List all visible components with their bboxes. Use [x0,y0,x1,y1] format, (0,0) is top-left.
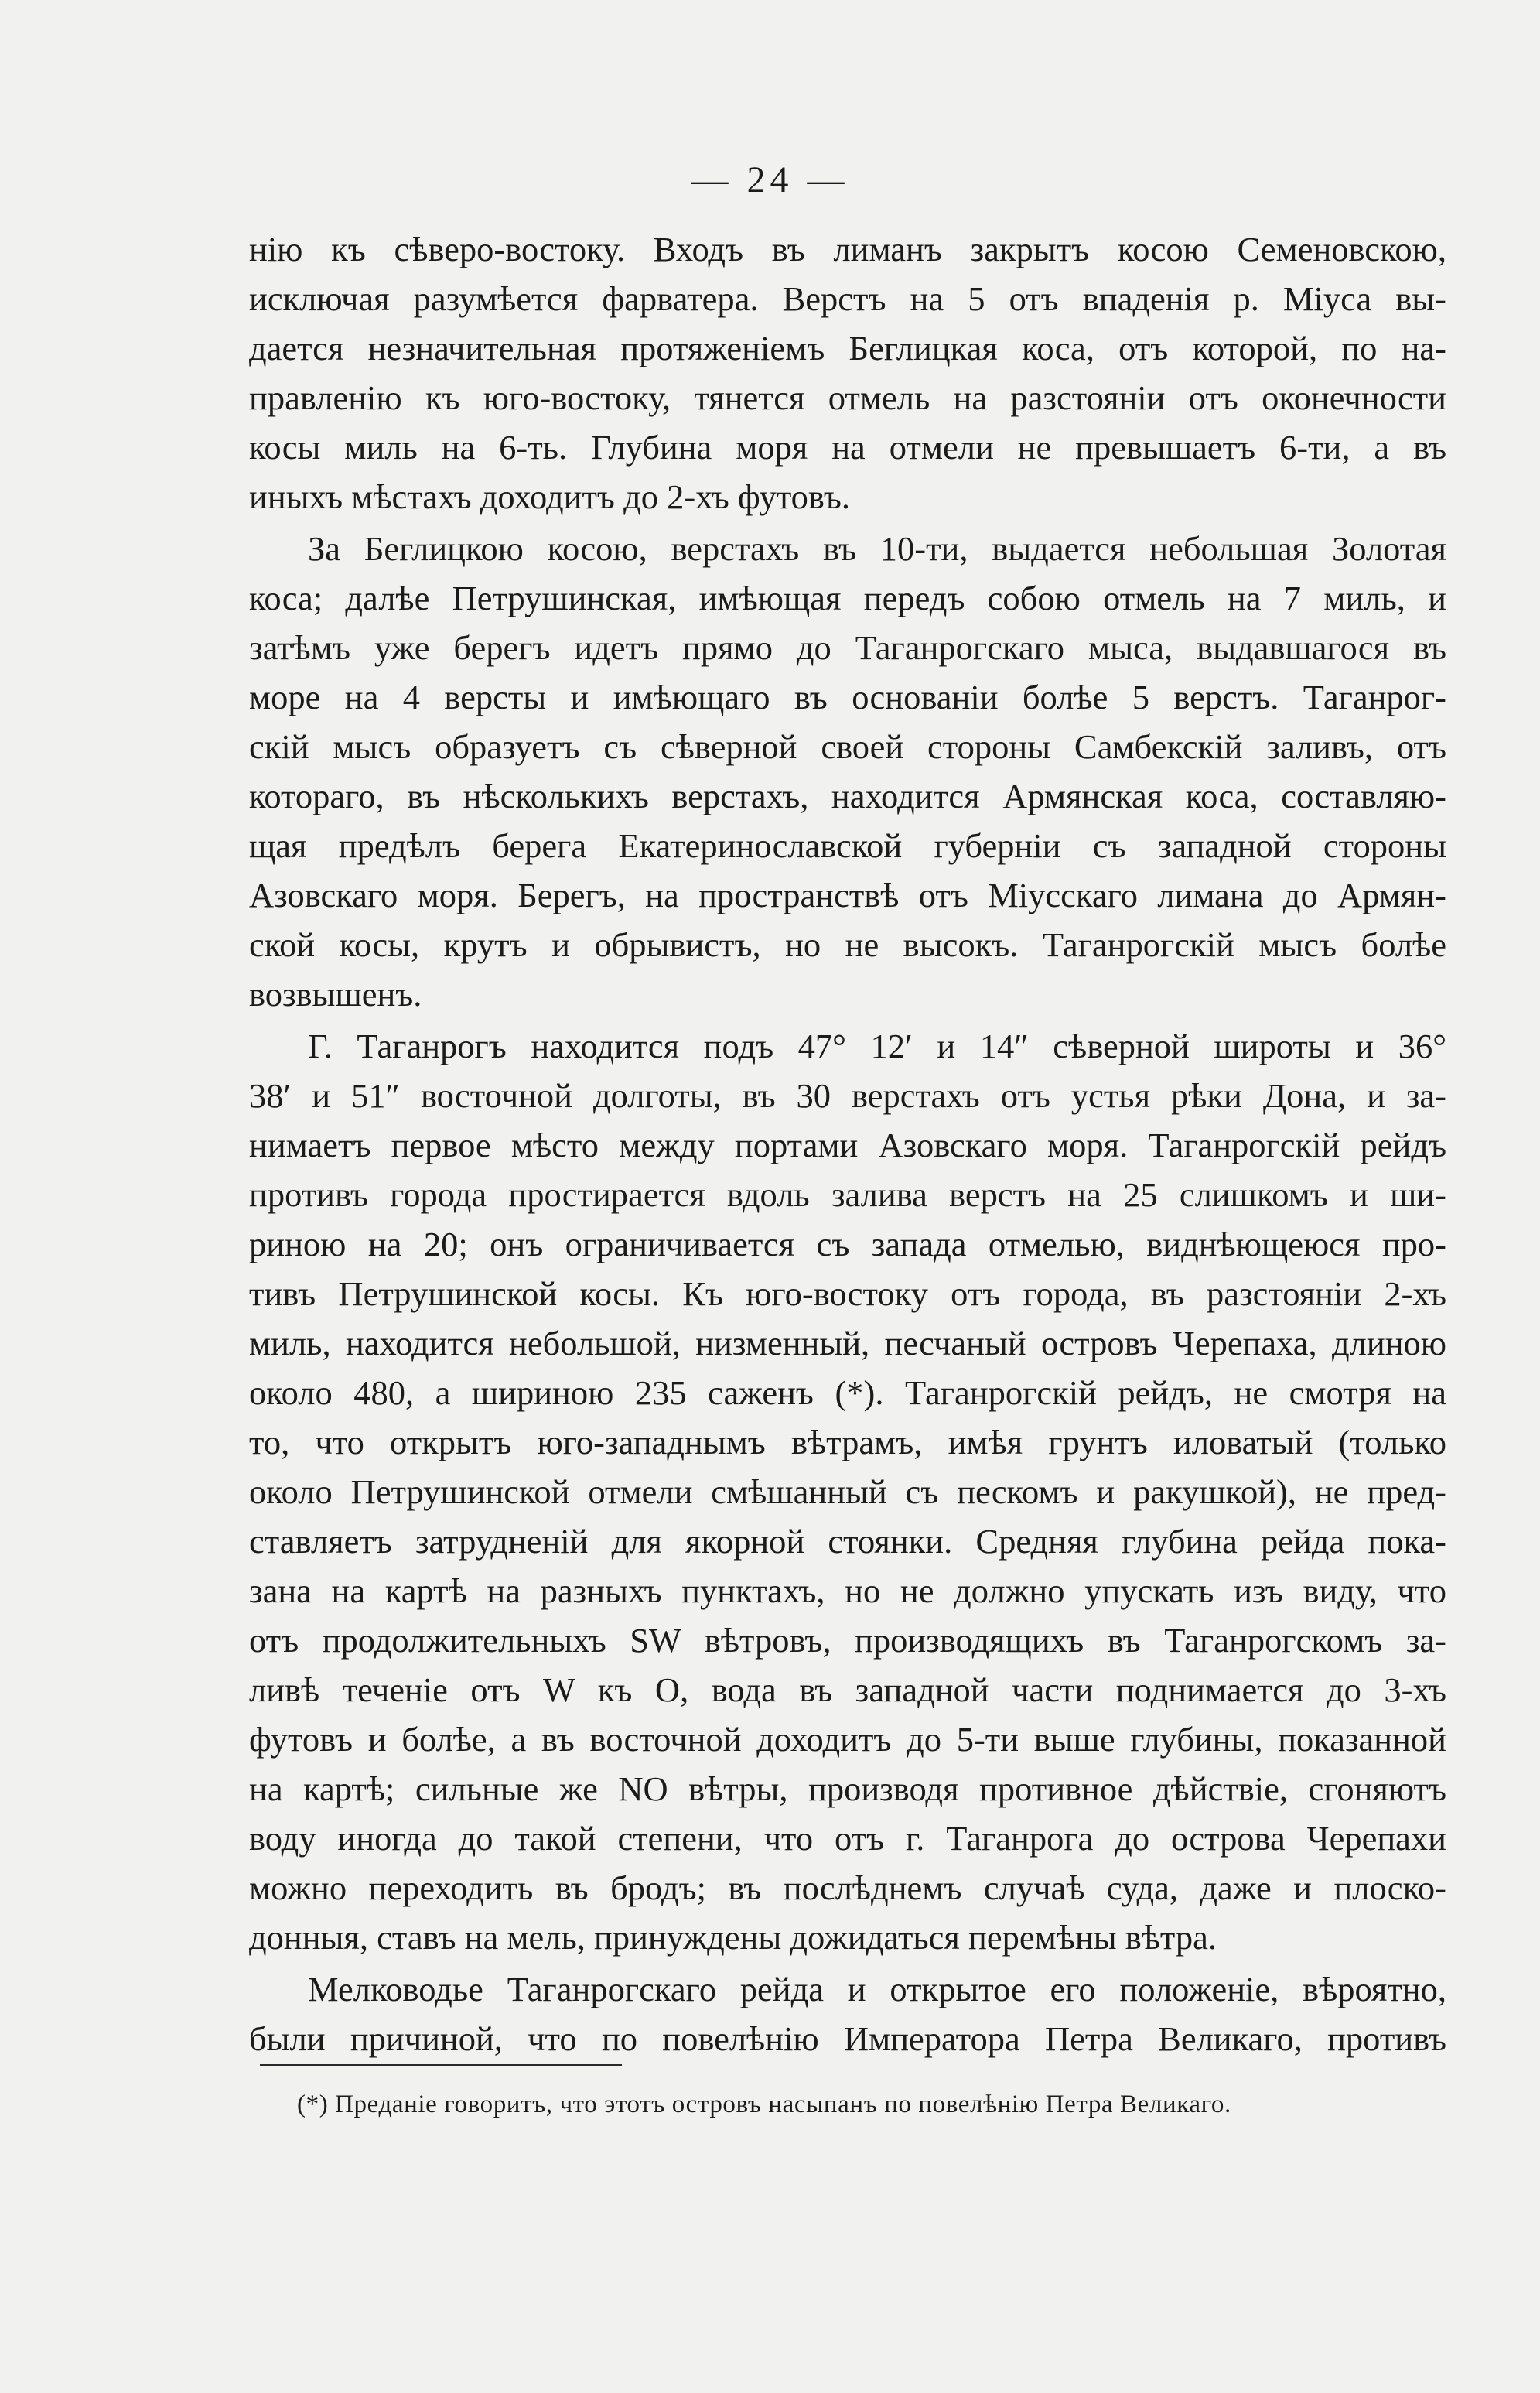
text-line: дается незначительная протяженіемъ Беглицкая коса, отъ которой, по на- [249,329,1446,367]
text-line: затѣмъ уже берегъ идетъ прямо до Таганрогскаго мыса, выдавшагося въ [249,628,1446,667]
text-line: воду иногда до такой степени, что отъ г. Таганрога до острова Черепахи [249,1819,1446,1858]
text-line: щая предѣлъ берега Екатеринославской губерніи съ западной стороны [249,826,1446,865]
text-line: море на 4 версты и имѣющаго въ основаніи болѣе 5 верстъ. Таганрог- [249,678,1446,716]
text-line: 38′ и 51″ восточной долготы, въ 30 верстахъ отъ устья рѣки Дона, и за- [249,1076,1446,1115]
text-line: на картѣ; сильные же NO вѣтры, производя противное дѣйствіе, сгоняютъ [249,1769,1446,1808]
text-line: тивъ Петрушинской косы. Къ юго-востоку отъ города, въ разстояніи 2-хъ [249,1274,1446,1313]
text-line: нію къ сѣверо-востоку. Входъ въ лиманъ закрытъ косою Семеновскою, [249,230,1446,268]
text-line: котораго, въ нѣсколькихъ верстахъ, находится Армянская коса, составляю- [249,777,1446,815]
main-text [249,224,1446,2063]
text-line: коса; далѣе Петрушинская, имѣющая передъ собою отмель на 7 миль, и [249,579,1446,617]
text-line: футовъ и болѣе, а въ восточной доходитъ до 5-ти выше глубины, показанной [249,1720,1446,1759]
text-line: исключая разумѣется фарватера. Верстъ на 5 отъ впаденія р. Міуса вы- [249,279,1446,318]
text-line: можно переходить въ бродъ; въ послѣднемъ случаѣ суда, даже и плоско- [249,1868,1446,1907]
text-line: ской косы, крутъ и обрывистъ, но не высокъ. Таганрогскій мысъ болѣе [249,925,1446,964]
text-line: ставляетъ затрудненій для якорной стоянки. Средняя глубина рейда пока- [249,1522,1446,1561]
text-line: то, что открытъ юго-западнымъ вѣтрамъ, имѣя грунтъ иловатый (только [249,1423,1446,1461]
footnote: (*) Преданіе говоритъ, что этотъ островъ насыпанъ по повелѣнію Петра Великаго. [297,2090,1231,2118]
text-line: За Беглицкою косою, верстахъ въ 10-ти, выдается небольшая Золотая [308,529,1446,568]
text-line: Азовскаго моря. Берегъ, на пространствѣ отъ Міусскаго лимана до Армян- [249,876,1446,914]
paragraph-1 [249,224,1446,521]
paragraph-3 [249,1021,1446,1962]
text-line: иныхъ мѣстахъ доходитъ до 2-хъ футовъ. [249,477,850,516]
text-line: косы миль на 6-ть. Глубина моря на отмели не превышаетъ 6-ти, а въ [249,428,1446,467]
text-line: донныя, ставъ на мель, принуждены дожидаться перемѣны вѣтра. [249,1918,1217,1957]
text-line: были причиной, что по повелѣнію Императора Петра Великаго, противъ [249,2019,1446,2058]
text-line: нимаетъ первое мѣсто между портами Азовскаго моря. Таганрогскій рейдъ [249,1126,1446,1164]
text-line: Мелководье Таганрогскаго рейда и открытое его положеніе, вѣроятно, [308,1970,1446,2008]
text-line: возвышенъ. [249,975,422,1014]
text-line: правленію къ юго-востоку, тянется отмель на разстояніи отъ оконечности [249,378,1446,417]
text-line: отъ продолжительныхъ SW вѣтровъ, производящихъ въ Таганрогскомъ за- [249,1621,1446,1660]
footnote-divider [260,2064,622,2066]
text-line: риною на 20; онъ ограничивается съ запада отмелью, виднѣющеюся про- [249,1225,1446,1263]
text-line: скій мысъ образуетъ съ сѣверной своей стороны Самбекскій заливъ, отъ [249,727,1446,766]
text-line: зана на картѣ на разныхъ пунктахъ, но не должно упускать изъ виду, что [249,1571,1446,1610]
text-line: около 480, а шириною 235 саженъ (*). Таганрогскій рейдъ, не смотря на [249,1373,1446,1412]
text-line: ливѣ теченіе отъ W къ O, вода въ западной части поднимается до 3-хъ [249,1670,1446,1709]
page-number: — 24 — [691,159,849,200]
text-line: около Петрушинской отмели смѣшанный съ пескомъ и ракушкой), не пред- [249,1472,1446,1511]
paragraph-2 [249,524,1446,1019]
text-line: Г. Таганрогъ находится подъ 47° 12′ и 14″ сѣверной широты и 36° [308,1027,1446,1065]
text-line: противъ города простирается вдоль залива верстъ на 25 слишкомъ и ши- [249,1175,1446,1214]
text-line: миль, находится небольшой, низменный, песчаный островъ Черепаха, длиною [249,1324,1446,1362]
paragraph-4 [249,1964,1446,2063]
